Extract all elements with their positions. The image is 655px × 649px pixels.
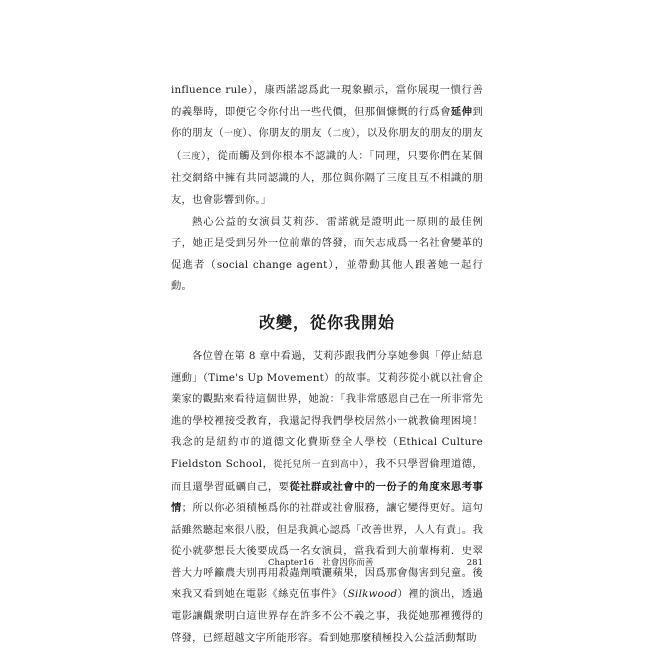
small-note: 二度 <box>332 129 351 140</box>
text-run: ），從而觸及到你根本不認識的人：「同理，只要你們在某個社交網絡中擁有共同認識的人，那位與你隔了三度且互不相識的朋友，也會影響到你。」 <box>171 149 483 206</box>
text-run: ），以及你朋友的朋友的朋友（ <box>171 127 483 162</box>
small-note: 一度 <box>223 129 243 140</box>
paragraph-3 <box>171 346 483 649</box>
bold-emphasis: 從社群或社會中的一份子的角度來思考事情 <box>171 480 484 515</box>
paragraph-1 <box>171 80 483 212</box>
paragraph-2: 熱心公益的女演員艾莉莎．雷諾就是證明此一原則的最佳例子，她正是受到另外一位前輩的啓發，而矢志成爲一名社會變革的促進者（social change agent），並帶動其他人跟著她一起行動。 <box>171 215 483 293</box>
small-note: 三度 <box>181 151 201 162</box>
bold-emphasis: 延伸 <box>450 105 473 118</box>
text-run: influence rule），康西諾認爲此一現象顯示，當你展現一憒行善的義舉時，即便它令你付出一些代價，但那個慷慨的行爲會 <box>171 84 483 118</box>
text-run: 各位曾在第 8 章中看過，艾莉莎跟我們分享她參與「停止結息運動」（Time's Up Movement）的故事。艾莉莎從小就以社會企業家的觀點來看待這個世界，她說：「我非常感恩自己在一所非常先進的學校裡接受教育，我還記得我們學校居然小一就教倫理困境！我念的是紐約市的道德文化費斯登全人學校（Ethical Culture Fieldston School， <box>171 349 483 470</box>
page-number: 281 <box>466 558 483 568</box>
italic-title: Silkwood <box>347 588 398 601</box>
text-run: 到你的朋友（ <box>171 105 484 140</box>
text-run: ；所以你必須積極爲你的社群或社會服務，讓它變得更好。這句話雖然聽起來很八股，但是我眞心認爲「改善世界，人人有責」。我從小就夢想長大後要成爲一名女演員，當我看到大前輩梅莉．史翠普大力呼籲農夫別再用殺蟲劑噴灑蘋果，因爲那會傷害到兒童。後來我又看到她在電影《絲克伍事件》（ <box>171 502 484 601</box>
text-run: ）、你朋友的朋友（ <box>242 127 333 140</box>
small-note: 從托兒所一直到高中 <box>273 459 359 470</box>
text-run: ）裡的演出，透過電影讓觀衆明白這世界存在許多不公不義之事，我從她那裡獲得的啓發，已經超越文字所能形容。看到她那麼積極投入公益活動幫助 <box>171 588 483 644</box>
section-heading: 改變，從你我開始 <box>258 312 395 332</box>
text-run: ），我不只學習倫理道德，而且還學習砥礪自己，要 <box>171 457 483 493</box>
running-head: Chapter16 社會因你而善 <box>268 558 374 568</box>
